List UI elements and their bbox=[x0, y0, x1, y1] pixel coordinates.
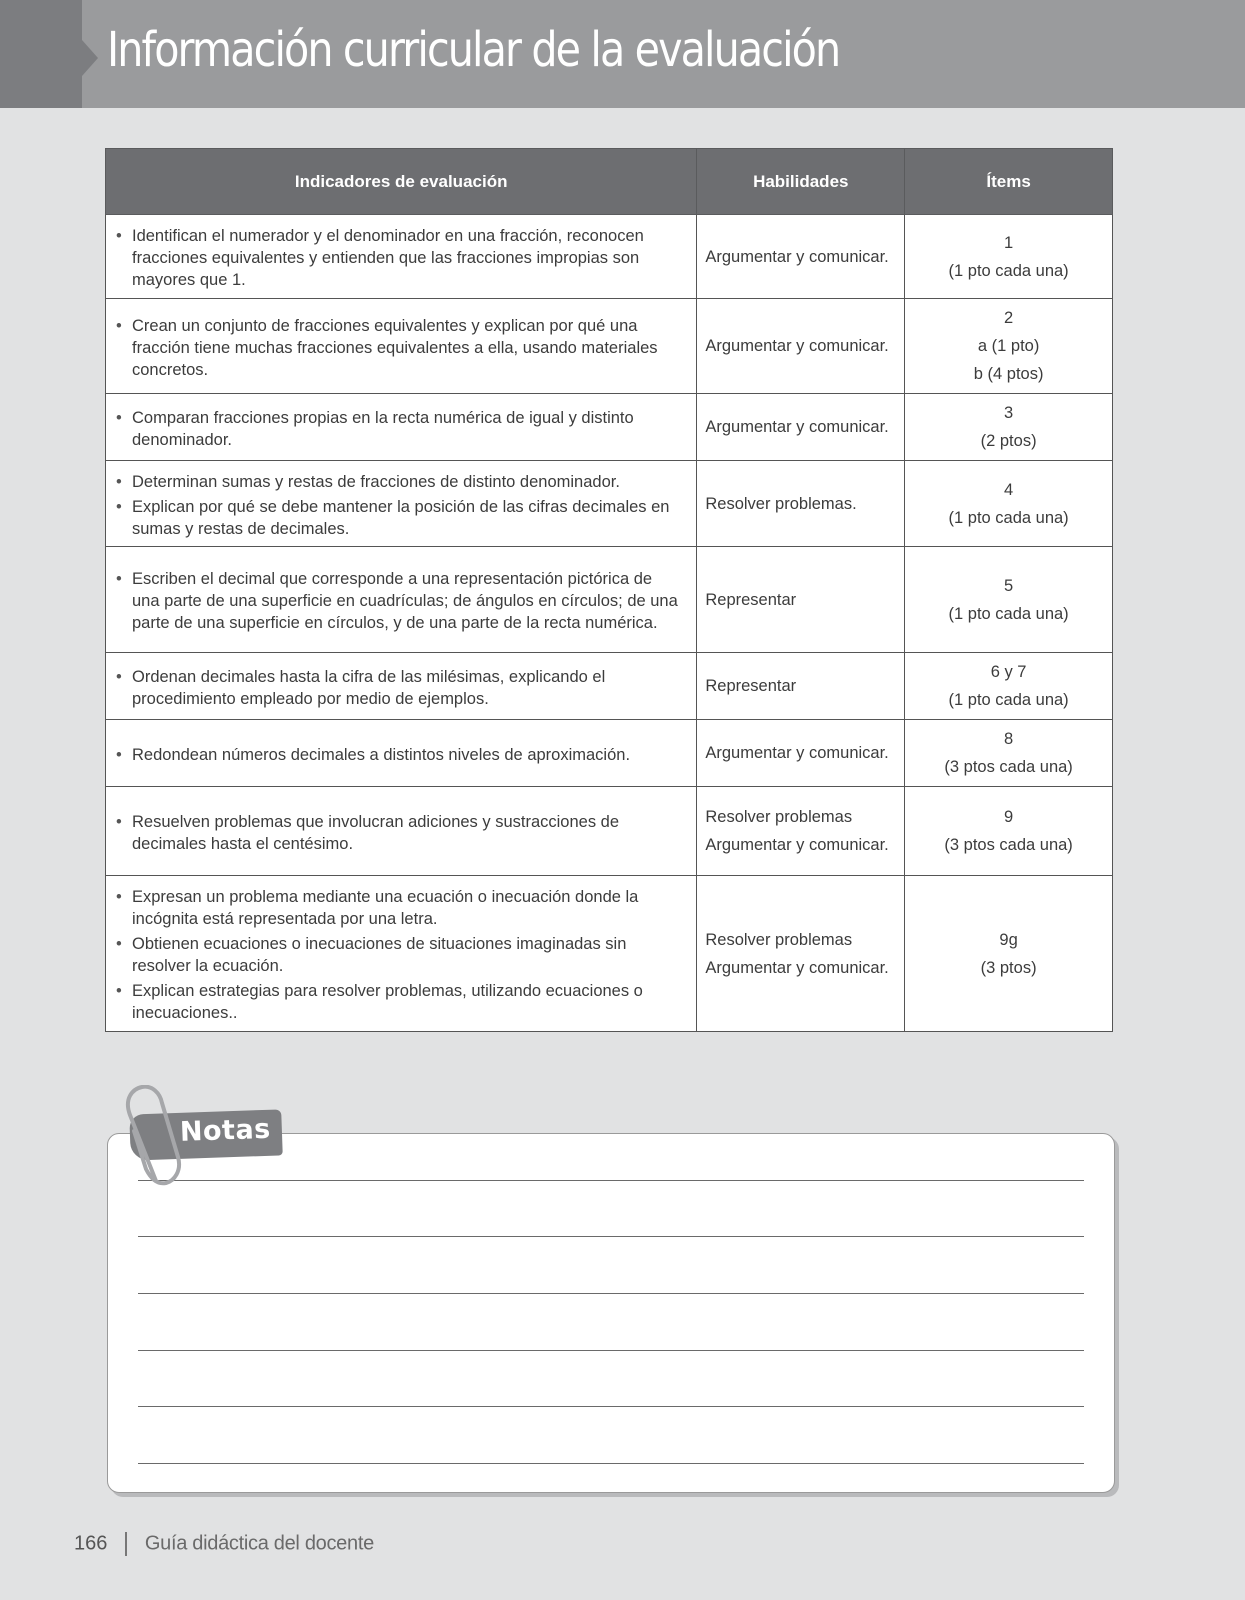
indicator-item: • Expresan un problema mediante una ecuación o inecuación donde la incógnita está representada por una letra. bbox=[116, 886, 682, 930]
indicator-item: • Identifican el numerador y el denominador en una fracción, reconocen fracciones equivalentes y entienden que las fracciones impropias son mayores que 1. bbox=[116, 225, 682, 291]
items-cell bbox=[905, 720, 1113, 787]
table-body bbox=[106, 215, 1113, 1032]
skills-cell bbox=[697, 394, 905, 461]
indicator-list bbox=[116, 886, 682, 1024]
page-header bbox=[0, 0, 1245, 108]
notes-label-text: Notas bbox=[179, 1113, 272, 1148]
skill-text: Argumentar y comunicar. bbox=[705, 247, 889, 266]
indicator-list bbox=[116, 225, 682, 291]
notes-line bbox=[138, 1180, 1084, 1181]
indicator-cell bbox=[106, 461, 697, 547]
skill-text: Argumentar y comunicar. bbox=[705, 418, 889, 436]
indicator-cell bbox=[106, 394, 697, 461]
indicator-item: • Determinan sumas y restas de fracciones de distinto denominador. bbox=[116, 471, 682, 493]
items-cell bbox=[905, 547, 1113, 653]
skill-text: Argumentar y comunicar. bbox=[705, 337, 889, 355]
header-tab bbox=[0, 0, 82, 108]
indicator-item: • Comparan fracciones propias en la recta numérica de igual y distinto denominador. bbox=[116, 407, 682, 451]
item-text: 5 bbox=[1004, 576, 1014, 595]
column-header-indicators: Indicadores de evaluación bbox=[106, 149, 697, 215]
item-text: 8 bbox=[1004, 730, 1014, 748]
footer-divider bbox=[125, 1532, 127, 1556]
skills-cell bbox=[697, 461, 905, 547]
skill-text: Argumentar y comunicar. bbox=[705, 744, 889, 762]
guide-title: Guía didáctica del docente bbox=[144, 1532, 374, 1555]
column-header-items: Ítems bbox=[905, 149, 1113, 215]
table-row bbox=[106, 653, 1113, 720]
indicator-item: • Escriben el decimal que corresponde a una representación pictórica de una parte de una superficie en cuadrículas; de ángulos en círculos; de una parte de una superficie en círculos, y de una parte de la recta numérica. bbox=[116, 568, 682, 634]
item-text: (1 pto cada una) bbox=[948, 508, 1069, 527]
indicator-item: • Obtienen ecuaciones o inecuaciones de situaciones imaginadas sin resolver la ecuación. bbox=[116, 933, 682, 977]
indicator-cell bbox=[106, 215, 697, 299]
item-text: (3 ptos cada una) bbox=[944, 836, 1073, 854]
item-text: 1 bbox=[1004, 233, 1014, 252]
item-text: 2 bbox=[1004, 309, 1014, 327]
page-footer bbox=[74, 1532, 374, 1556]
indicator-item: • Crean un conjunto de fracciones equivalentes y explican por qué una fracción tiene muchas fracciones equivalentes a ella, usando materiales concretos. bbox=[116, 315, 682, 381]
indicator-cell bbox=[106, 720, 697, 787]
notes-line bbox=[138, 1350, 1084, 1351]
indicator-cell bbox=[106, 787, 697, 876]
header-arrow-icon bbox=[82, 40, 98, 76]
items-cell bbox=[905, 394, 1113, 461]
item-text: (3 ptos cada una) bbox=[944, 758, 1073, 776]
indicator-list bbox=[116, 315, 682, 381]
page-title: Información curricular de la evaluación bbox=[107, 22, 840, 78]
paperclip-icon bbox=[116, 1085, 188, 1195]
skills-cell bbox=[697, 215, 905, 299]
indicator-list bbox=[116, 811, 682, 855]
indicator-list bbox=[116, 568, 682, 634]
notes-box bbox=[107, 1133, 1115, 1493]
items-cell bbox=[905, 215, 1113, 299]
item-text: 4 bbox=[1004, 480, 1014, 499]
items-cell bbox=[905, 876, 1113, 1032]
item-text: a (1 pto) bbox=[977, 337, 1040, 355]
item-text: 3 bbox=[1004, 404, 1014, 422]
evaluation-table bbox=[105, 148, 1113, 1032]
indicator-item: • Ordenan decimales hasta la cifra de las milésimas, explicando el procedimiento empleado por medio de ejemplos. bbox=[116, 666, 682, 710]
skill-text: Resolver problemas bbox=[705, 930, 853, 949]
indicator-cell bbox=[106, 547, 697, 653]
items-cell bbox=[905, 653, 1113, 720]
items-cell bbox=[905, 461, 1113, 547]
skills-cell bbox=[697, 299, 905, 394]
indicator-list bbox=[116, 407, 682, 451]
page-number: 166 bbox=[74, 1532, 108, 1555]
skill-text: Argumentar y comunicar. bbox=[705, 836, 889, 854]
indicator-cell bbox=[106, 299, 697, 394]
skills-cell bbox=[697, 876, 905, 1032]
indicator-list bbox=[116, 471, 682, 540]
skills-cell bbox=[697, 720, 905, 787]
item-text: (1 pto cada una) bbox=[948, 691, 1069, 709]
notes-line bbox=[138, 1293, 1084, 1294]
skill-text: Resolver problemas. bbox=[705, 494, 857, 513]
indicator-cell bbox=[106, 653, 697, 720]
skill-text: Resolver problemas bbox=[705, 808, 853, 826]
item-text: 6 y 7 bbox=[990, 663, 1027, 681]
table-row bbox=[106, 461, 1113, 547]
table-row bbox=[106, 299, 1113, 394]
indicator-item: • Explican estrategias para resolver problemas, utilizando ecuaciones o inecuaciones.. bbox=[116, 980, 682, 1024]
item-text: 9 bbox=[1004, 808, 1014, 826]
indicator-item: • Redondean números decimales a distintos niveles de aproximación. bbox=[116, 744, 682, 766]
indicator-list bbox=[116, 744, 682, 766]
items-cell bbox=[905, 299, 1113, 394]
indicator-item: • Resuelven problemas que involucran adiciones y sustracciones de decimales hasta el centésimo. bbox=[116, 811, 682, 855]
notes-line bbox=[138, 1463, 1084, 1464]
item-text: (1 pto cada una) bbox=[948, 604, 1069, 623]
skill-text: Argumentar y comunicar. bbox=[705, 958, 889, 977]
skills-cell bbox=[697, 547, 905, 653]
item-text: (1 pto cada una) bbox=[948, 261, 1069, 280]
indicator-cell bbox=[106, 876, 697, 1032]
table-row bbox=[106, 215, 1113, 299]
table-row bbox=[106, 547, 1113, 653]
notes-line bbox=[138, 1236, 1084, 1237]
skills-cell bbox=[697, 653, 905, 720]
indicator-item: • Explican por qué se debe mantener la posición de las cifras decimales en sumas y restas de decimales. bbox=[116, 496, 682, 540]
table-header-row bbox=[106, 149, 1113, 215]
indicator-list bbox=[116, 666, 682, 710]
item-text: (2 ptos) bbox=[980, 432, 1037, 450]
notes-line bbox=[138, 1406, 1084, 1407]
table-row bbox=[106, 876, 1113, 1032]
table-row bbox=[106, 720, 1113, 787]
item-text: (3 ptos) bbox=[980, 958, 1037, 977]
item-text: 9g bbox=[999, 930, 1018, 949]
item-text: b (4 ptos) bbox=[973, 365, 1044, 383]
items-cell bbox=[905, 787, 1113, 876]
skill-text: Representar bbox=[705, 590, 797, 609]
column-header-skills: Habilidades bbox=[697, 149, 905, 215]
table-row bbox=[106, 394, 1113, 461]
skills-cell bbox=[697, 787, 905, 876]
table-row bbox=[106, 787, 1113, 876]
skill-text: Representar bbox=[705, 677, 797, 695]
